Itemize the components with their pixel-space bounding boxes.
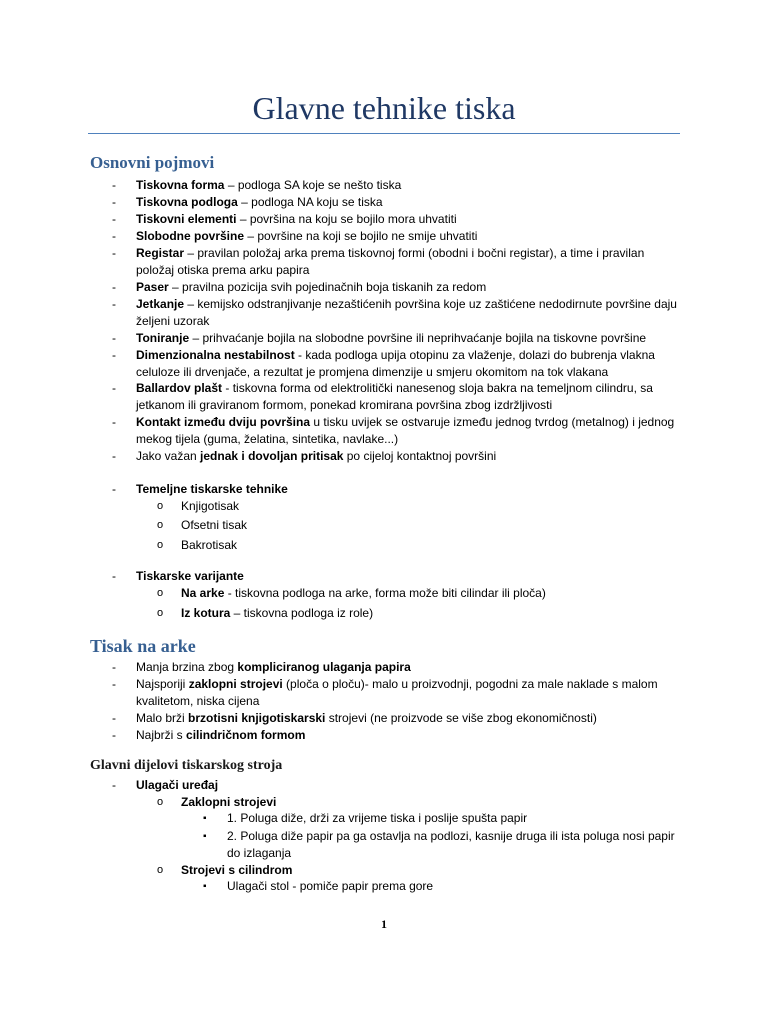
dash-bullet: - [112, 212, 116, 226]
sub-list-item [157, 862, 681, 879]
list-item [112, 481, 684, 498]
term: Tiskovna podloga [136, 195, 238, 209]
sub-item-label: Bakrotisak [181, 538, 238, 552]
dash-bullet: - [112, 660, 116, 674]
dash-bullet: - [112, 246, 116, 260]
list-item [112, 568, 684, 585]
term: zaklopni strojevi [188, 677, 283, 691]
dash-bullet: - [112, 728, 116, 742]
definition: (ploča o ploču)- malo u proizvodnji, pogodni za male naklade s malom kvalitetom, niska cijena [136, 677, 658, 708]
term: Dimenzionalna nestabilnost [136, 348, 295, 362]
dash-bullet: - [112, 280, 116, 294]
term: jednak i dovoljan pritisak [200, 449, 344, 463]
dash-bullet: - [112, 449, 116, 463]
list-item [112, 380, 684, 414]
dash-bullet: - [112, 711, 116, 725]
list-item [112, 211, 684, 228]
prefix: Najsporiji [136, 677, 189, 691]
dash-bullet: - [112, 229, 116, 243]
definition: - kada podloga upija otopinu za vlaženje, dolazi do bubrenja vlakna celuloze ili drvenjače, a rezultat je promjena dimenzije u smjeru okomitom na tok vlakana [136, 348, 655, 379]
sub-item-label: Ofsetni tisak [181, 518, 248, 532]
definition: – pravilan položaj arka prema tiskovnoj formi (obodni i bočni registar), a time i pravilan položaj otiska prema arku papira [136, 246, 645, 277]
definition: – podloga SA koje se nešto tiska [224, 178, 402, 192]
list-item [112, 279, 684, 296]
dash-bullet: - [112, 482, 116, 496]
list-item [112, 245, 684, 279]
definition: – podloga NA koju se tiska [237, 195, 383, 209]
sub-list-item [157, 517, 681, 534]
definition: – površina na koju se bojilo mora uhvatiti [236, 212, 457, 226]
term: Toniranje [136, 331, 190, 345]
dash-bullet: - [112, 331, 116, 345]
dash-bullet: - [112, 677, 116, 691]
title-underline [88, 133, 680, 134]
sub-sub-list-item [203, 828, 679, 862]
definition: – tiskovna podloga iz role) [230, 606, 374, 620]
definition: - tiskovna podloga na arke, forma može biti cilindar ili ploča) [224, 586, 546, 600]
list-label: Tiskarske varijante [136, 569, 244, 583]
list-item [112, 414, 684, 448]
term: Tiskovni elementi [136, 212, 237, 226]
sub-sub-item-text: 2. Poluga diže papir pa ga ostavlja na podlozi, kasnije druga ili ista poluga nosi papir do izlaganja [227, 829, 675, 860]
square-bullet: ▪ [203, 881, 207, 892]
dash-bullet: - [112, 569, 116, 583]
term: kompliciranog ulaganja papira [237, 660, 411, 674]
list-item [112, 676, 684, 710]
square-bullet: ▪ [203, 813, 207, 824]
definition: po cijeloj kontaktnoj površini [343, 449, 497, 463]
circle-bullet: o [157, 607, 164, 619]
sub-sub-list-item [203, 810, 679, 827]
definition: - tiskovna forma od elektrolitički nanesenog sloja bakra na temeljnom cilindru, sa jetkanom ili graviranom formom, ponekad kromirana površina zbog izdržljivosti [136, 381, 653, 412]
term: Paser [136, 280, 169, 294]
circle-bullet: o [157, 864, 164, 876]
term: Jetkanje [136, 297, 185, 311]
section-heading-tisak-na-arke: Tisak na arke [90, 636, 196, 656]
sub-list-item [157, 605, 681, 622]
list-item [112, 228, 684, 245]
circle-bullet: o [157, 539, 164, 551]
sub-list-item [157, 585, 681, 602]
definition: – prihvaćanje bojila na slobodne površine ili neprihvaćanje bojila na tiskovne površine [189, 331, 647, 345]
sub-sub-item-text: 1. Poluga diže, drži za vrijeme tiska i poslije spušta papir [227, 811, 528, 825]
page-number: 1 [381, 917, 387, 931]
definition: – kemijsko odstranjivanje nezaštićenih površina koje uz zaštićene nedodirnute površine daju željeni uzorak [136, 297, 677, 328]
definition: strojevi (ne proizvode se više zbog ekonomičnosti) [325, 711, 597, 725]
dash-bullet: - [112, 415, 116, 429]
list-item [112, 710, 684, 727]
list-item [112, 194, 684, 211]
term: Registar [136, 246, 185, 260]
sub-list-item [157, 794, 681, 811]
sub-sub-item-text: Ulagači stol - pomiče papir prema gore [227, 879, 434, 893]
dash-bullet: - [112, 195, 116, 209]
circle-bullet: o [157, 796, 164, 808]
list-item [112, 296, 684, 330]
circle-bullet: o [157, 587, 164, 599]
term: Iz kotura [181, 606, 231, 620]
list-item [112, 177, 684, 194]
list-item [112, 347, 684, 381]
sub-sub-list-item [203, 878, 679, 895]
term: Tiskovna forma [136, 178, 225, 192]
sub-item-label: Knjigotisak [181, 499, 240, 513]
list-item [112, 330, 684, 347]
dash-bullet: - [112, 381, 116, 395]
sub-item-label: Zaklopni strojevi [181, 795, 277, 809]
sub-item-label: Strojevi s cilindrom [181, 863, 293, 877]
sub-list-item [157, 498, 681, 515]
prefix: Jako važan [136, 449, 201, 463]
definition: – površine na koji se bojilo ne smije uhvatiti [244, 229, 478, 243]
circle-bullet: o [157, 500, 164, 512]
sub-list-item [157, 537, 681, 554]
dash-bullet: - [112, 348, 116, 362]
dash-bullet: - [112, 778, 116, 792]
definition: u tisku uvijek se ostvaruje između jednog tvrdog (metalnog) i jednog mekog tijela (guma, želatina, sintetika, navlake...) [136, 415, 675, 446]
list-item [112, 777, 684, 794]
section-heading-osnovni-pojmovi: Osnovni pojmovi [90, 153, 215, 172]
list-label: Temeljne tiskarske tehnike [136, 482, 288, 496]
definition: – pravilna pozicija svih pojedinačnih boja tiskanih za redom [168, 280, 487, 294]
circle-bullet: o [157, 519, 164, 531]
term: Slobodne površine [136, 229, 245, 243]
document-title: Glavne tehnike tiska [252, 90, 516, 126]
term: cilindričnom formom [186, 728, 306, 742]
prefix: Manja brzina zbog [136, 660, 238, 674]
prefix: Malo brži [136, 711, 189, 725]
term: Ballardov plašt [136, 381, 223, 395]
term: Kontakt između dviju površina [136, 415, 311, 429]
term: brzotisni knjigotiskarski [188, 711, 326, 725]
prefix: Najbrži s [136, 728, 187, 742]
square-bullet: ▪ [203, 831, 207, 842]
list-label: Ulagači uređaj [136, 778, 219, 792]
list-item [112, 727, 684, 744]
list-item [112, 659, 684, 676]
dash-bullet: - [112, 297, 116, 311]
list-item [112, 448, 684, 465]
term: Na arke [181, 586, 225, 600]
dash-bullet: - [112, 178, 116, 192]
section-heading-glavni-dijelovi: Glavni dijelovi tiskarskog stroja [90, 758, 283, 773]
